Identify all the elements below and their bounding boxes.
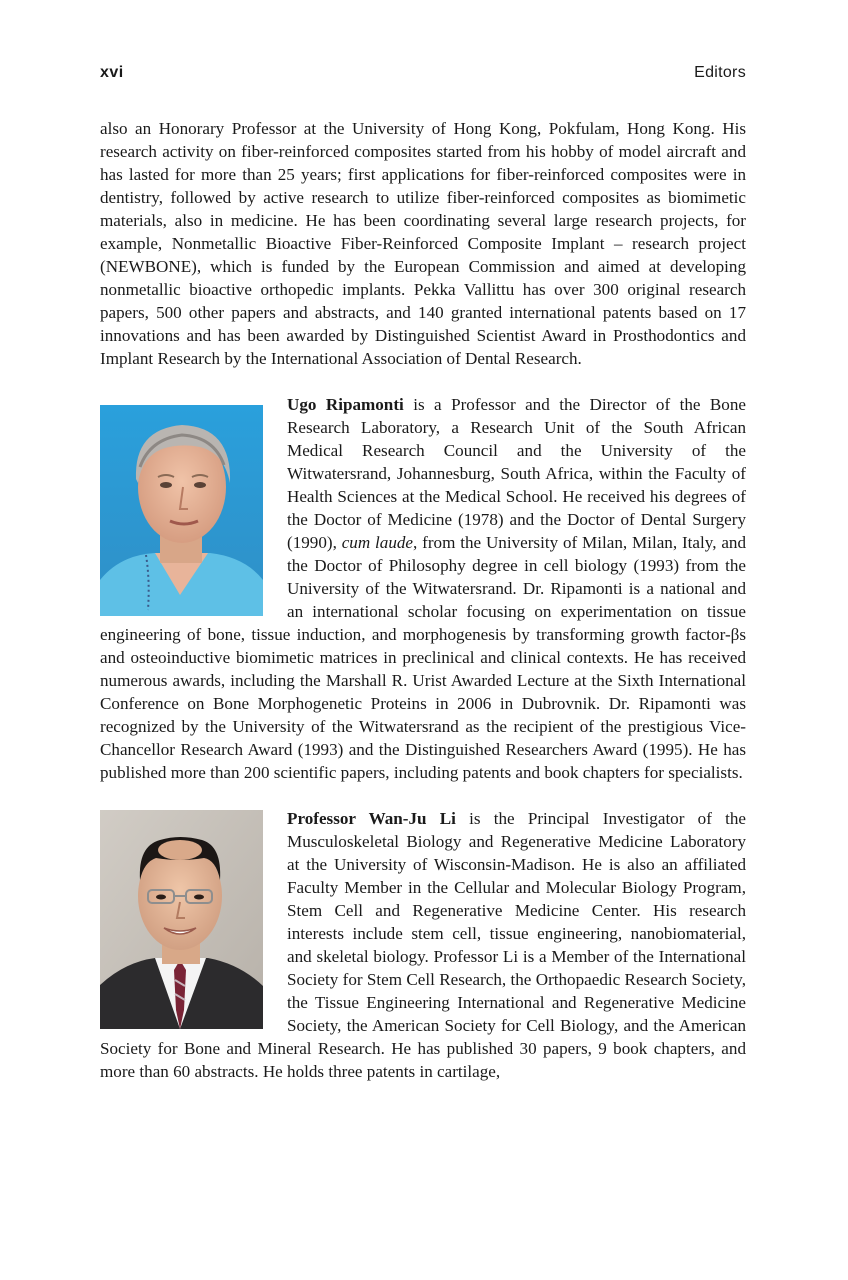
ripamonti-portrait — [100, 405, 263, 616]
ripamonti-cum-laude: cum laude — [341, 533, 414, 552]
li-portrait-image — [100, 810, 263, 1029]
ripamonti-name: Ugo Ripamonti — [287, 395, 404, 414]
li-bio — [100, 807, 746, 1083]
running-head — [100, 64, 746, 88]
vallittu-bio-continuation: also an Honorary Professor at the University of Hong Kong, Pokfulam, Hong Kong. His research activity on fiber-reinforced composites started from his hobby of model aircraft and has lasted for more than 25 years; first applications for fiber-reinforced composites were in dentistry, followed by active research to utilize fiber-reinforced composites as biomimetic materials, also in medicine. He has been coordinating several large research projects, for example, Nonmetallic Bioactive Fiber-Reinforced Composite Implant – research project (NEWBONE), which is funded by the European Commission and aimed at developing nonmetallic bioactive orthopedic implants. Pekka Vallittu has over 300 original research papers, 500 other papers and abstracts, and 140 granted international patents based on 17 innovations and has been awarded by Distinguished Scientist Award in Prosthodontics and Implant Research by the International Association of Dental Research. — [100, 119, 746, 368]
page-number: xvi — [100, 64, 124, 81]
li-name: Professor Wan-Ju Li — [287, 809, 456, 828]
ripamonti-text-part2: , from the University of Milan, Milan, Italy, and the Doctor of Philosophy degree in cell biology (1993) from the University of the Witwatersrand. Dr. Ripamonti is a national and an international scholar focusing on experimentation on tissue engineering of bone, tissue induction, and morphogenesis by transforming growth factor-βs and osteoinductive biomimetic matrices in preclinical and clinical contexts. He has received numerous awards, including the Marshall R. Urist Awarded Lecture at the Sixth International Conference on Bone Morphogenetic Proteins in 2006 in Dubrovnik. Dr. Ripamonti was recognized by the University of the Witwatersrand as the recipient of the prestigious Vice-Chancellor Research Award (1993) and the Distinguished Researchers Award (1995). He has published more than 200 scientific papers, including patents and book chapters for specialists. — [100, 533, 746, 782]
ripamonti-bio — [100, 393, 746, 784]
page-body — [100, 117, 746, 1083]
ripamonti-portrait-image — [100, 405, 263, 616]
running-title: Editors — [694, 64, 746, 81]
li-text: is the Principal Investigator of the Musculoskeletal Biology and Regenerative Medicine Laboratory at the University of Wisconsin-Madison. He is also an affiliated Faculty Member in the Cellular and Molecular Biology Program, Stem Cell and Regenerative Medicine Center. His research interests include stem cell, tissue engineering, nanobiomaterial, and skeletal biology. Professor Li is a Member of the International Society for Stem Cell Research, the Orthopaedic Research Society, the Tissue Engineering International and Regenerative Medicine Society, the American Society for Cell Biology, and the American Society for Bone and Mineral Research. He has published 30 papers, 9 book chapters, and more than 60 abstracts. He holds three patents in cartilage, — [100, 809, 746, 1081]
ripamonti-text-part1: is a Professor and the Director of the Bone Research Laboratory, a Research Unit of the South African Medical Research Council and the University of the Witwatersrand, Johannesburg, South Africa, within the Faculty of Health Sciences at the Medical School. He received his degrees of the Doctor of Medicine (1978) and the Doctor of Dental Surgery (1990), — [287, 395, 746, 552]
li-portrait — [100, 810, 263, 1029]
